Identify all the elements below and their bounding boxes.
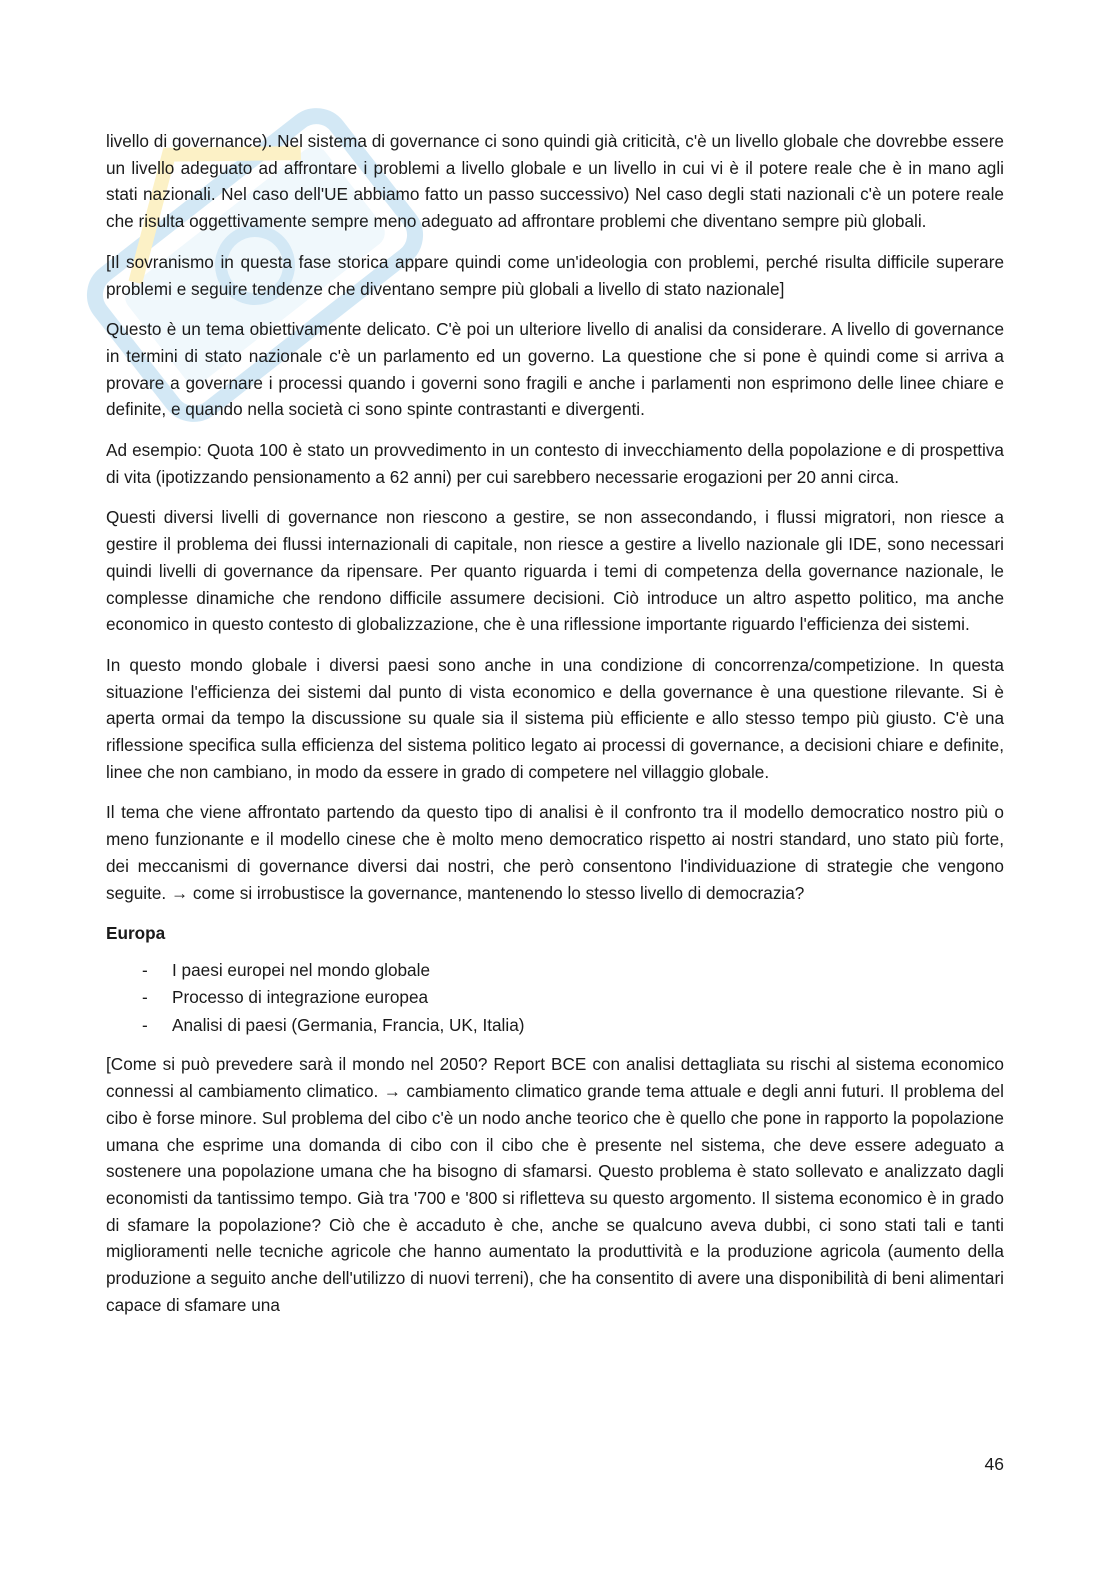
- section-heading: Europa: [106, 923, 166, 944]
- list-item: - Analisi di paesi (Germania, Francia, UK, Italia): [106, 1012, 1004, 1040]
- paragraph-5: Questi diversi livelli di governance non riescono a gestire, se non assecondando, i flussi migratori, non riesce a gestire il problema dei flussi internazionali di capitale, non riesce a gestire a livello nazionale gli IDE, sono necessari quindi livelli di governance da ripensare. Per quanto riguarda i temi di competenza della governance nazionale, le complesse dinamiche che rendono difficile assumere decisioni. Ciò introduce un altro aspetto politico, ma anche economico in questo contesto di globalizzazione, che è una riflessione importante riguardo l'efficienza dei sistemi.: [106, 507, 1004, 635]
- page-number: 46: [984, 1454, 1004, 1474]
- paragraph-2: [Il sovranismo in questa fase storica appare quindi come un'ideologia con problemi, perché risulta difficile superare problemi e seguire tendenze che diventano sempre più globali a livello di stato nazionale]: [106, 251, 1004, 299]
- bullet-list: [106, 957, 1004, 1040]
- paragraph-3: Questo è un tema obiettivamente delicato. C'è poi un ulteriore livello di analisi da considerare. A livello di governance in termini di stato nazionale c'è un parlamento ed un governo. La questione che si pone è quindi come si arriva a provare a governare i processi quando i governi sono fragili e anche i parlamenti non esprimono delle linee chiare e definite, e quando nella società ci sono spinte contrastanti e divergenti.: [106, 319, 1004, 420]
- paragraph-1-body: Nel sistema di governance ci sono quindi già criticità, c'è un livello globale che dovrebbe essere un livello adeguato ad affrontare i problemi a livello globale e un livello in cui vi è il potere reale che è in mano agli stati nazionali. Nel caso dell'UE abbiamo fatto un passo successivo) Nel caso degli stati nazionali c'è un potere reale che risulta oggettivamente sempre meno adeguato ad affrontare problemi che diventano sempre più globali.: [106, 131, 1004, 232]
- list-item: - Processo di integrazione europea: [106, 984, 1004, 1012]
- document-page: [106, 128, 1004, 1333]
- paragraph-4: Ad esempio: Quota 100 è stato un provvedimento in un contesto di invecchiamento della popolazione e di prospettiva di vita (ipotizzando pensionamento a 62 anni) per cui sarebbero necessarie erogazioni per 20 anni circa.: [106, 440, 1004, 487]
- paragraph-7: Il tema che viene affrontato partendo da questo tipo di analisi è il confronto tra il modello democratico nostro più o meno funzionante e il modello cinese che è molto meno democratico rispetto ai nostri standard, uno stato più forte, dei meccanismi di governance diversi dai nostri, che però consentono l'individuazione di strategie che vengono seguite. → come si irrobustisce la governance, mantenendo lo stesso livello di democrazia?: [106, 802, 1004, 903]
- paragraph-6: In questo mondo globale i diversi paesi sono anche in una condizione di concorrenza/competizione. In questa situazione l'efficienza dei sistemi dal punto di vista economico e della governance è una questione rilevante. Si è aperta ormai da tempo la discussione su quale sia il sistema più efficiente e allo stesso tempo più giusto. C'è una riflessione specifica sulla efficienza del sistema politico legato ai processi di governance, a decisioni chiare e definite, linee che non cambiano, in modo da essere in grado di competere nel villaggio globale.: [106, 654, 1004, 782]
- closing-paragraph: [Come si può prevedere sarà il mondo nel 2050? Report BCE con analisi dettagliata su rischi al sistema economico connessi al cambiamento climatico. → cambiamento climatico grande tema attuale e degli anni futuri. Il problema del cibo è forse minore. Sul problema del cibo c'è un nodo anche teorico che è quello che pone in rapporto la popolazione umana che esprime una domanda di cibo con il cibo che è presente nel sistema, che deve essere adeguato a sostenere una popolazione umana che ha bisogno di sfamarsi. Questo problema è stato sollevato e analizzato dagli economisti da tantissimo tempo. Già tra '700 e '800 si rifletteva su questo argomento. Il sistema economico è in grado di sfamare la popolazione? Ciò che è accaduto è che, anche se qualcuno aveva dubbi, ci sono stati tali e tanti miglioramenti nelle tecniche agricole che hanno aumentato la produttività e la produzione agricola (aumento della produzione a seguito anche dell'utilizzo di nuovi terreni), che ha consentito di avere una disponibilità di beni alimentari capace di sfamare una: [106, 1054, 1004, 1315]
- paragraph-1: [106, 128, 1004, 235]
- paragraph-1-lead: livello di governance).: [106, 131, 273, 151]
- list-item: - I paesi europei nel mondo globale: [106, 957, 1004, 985]
